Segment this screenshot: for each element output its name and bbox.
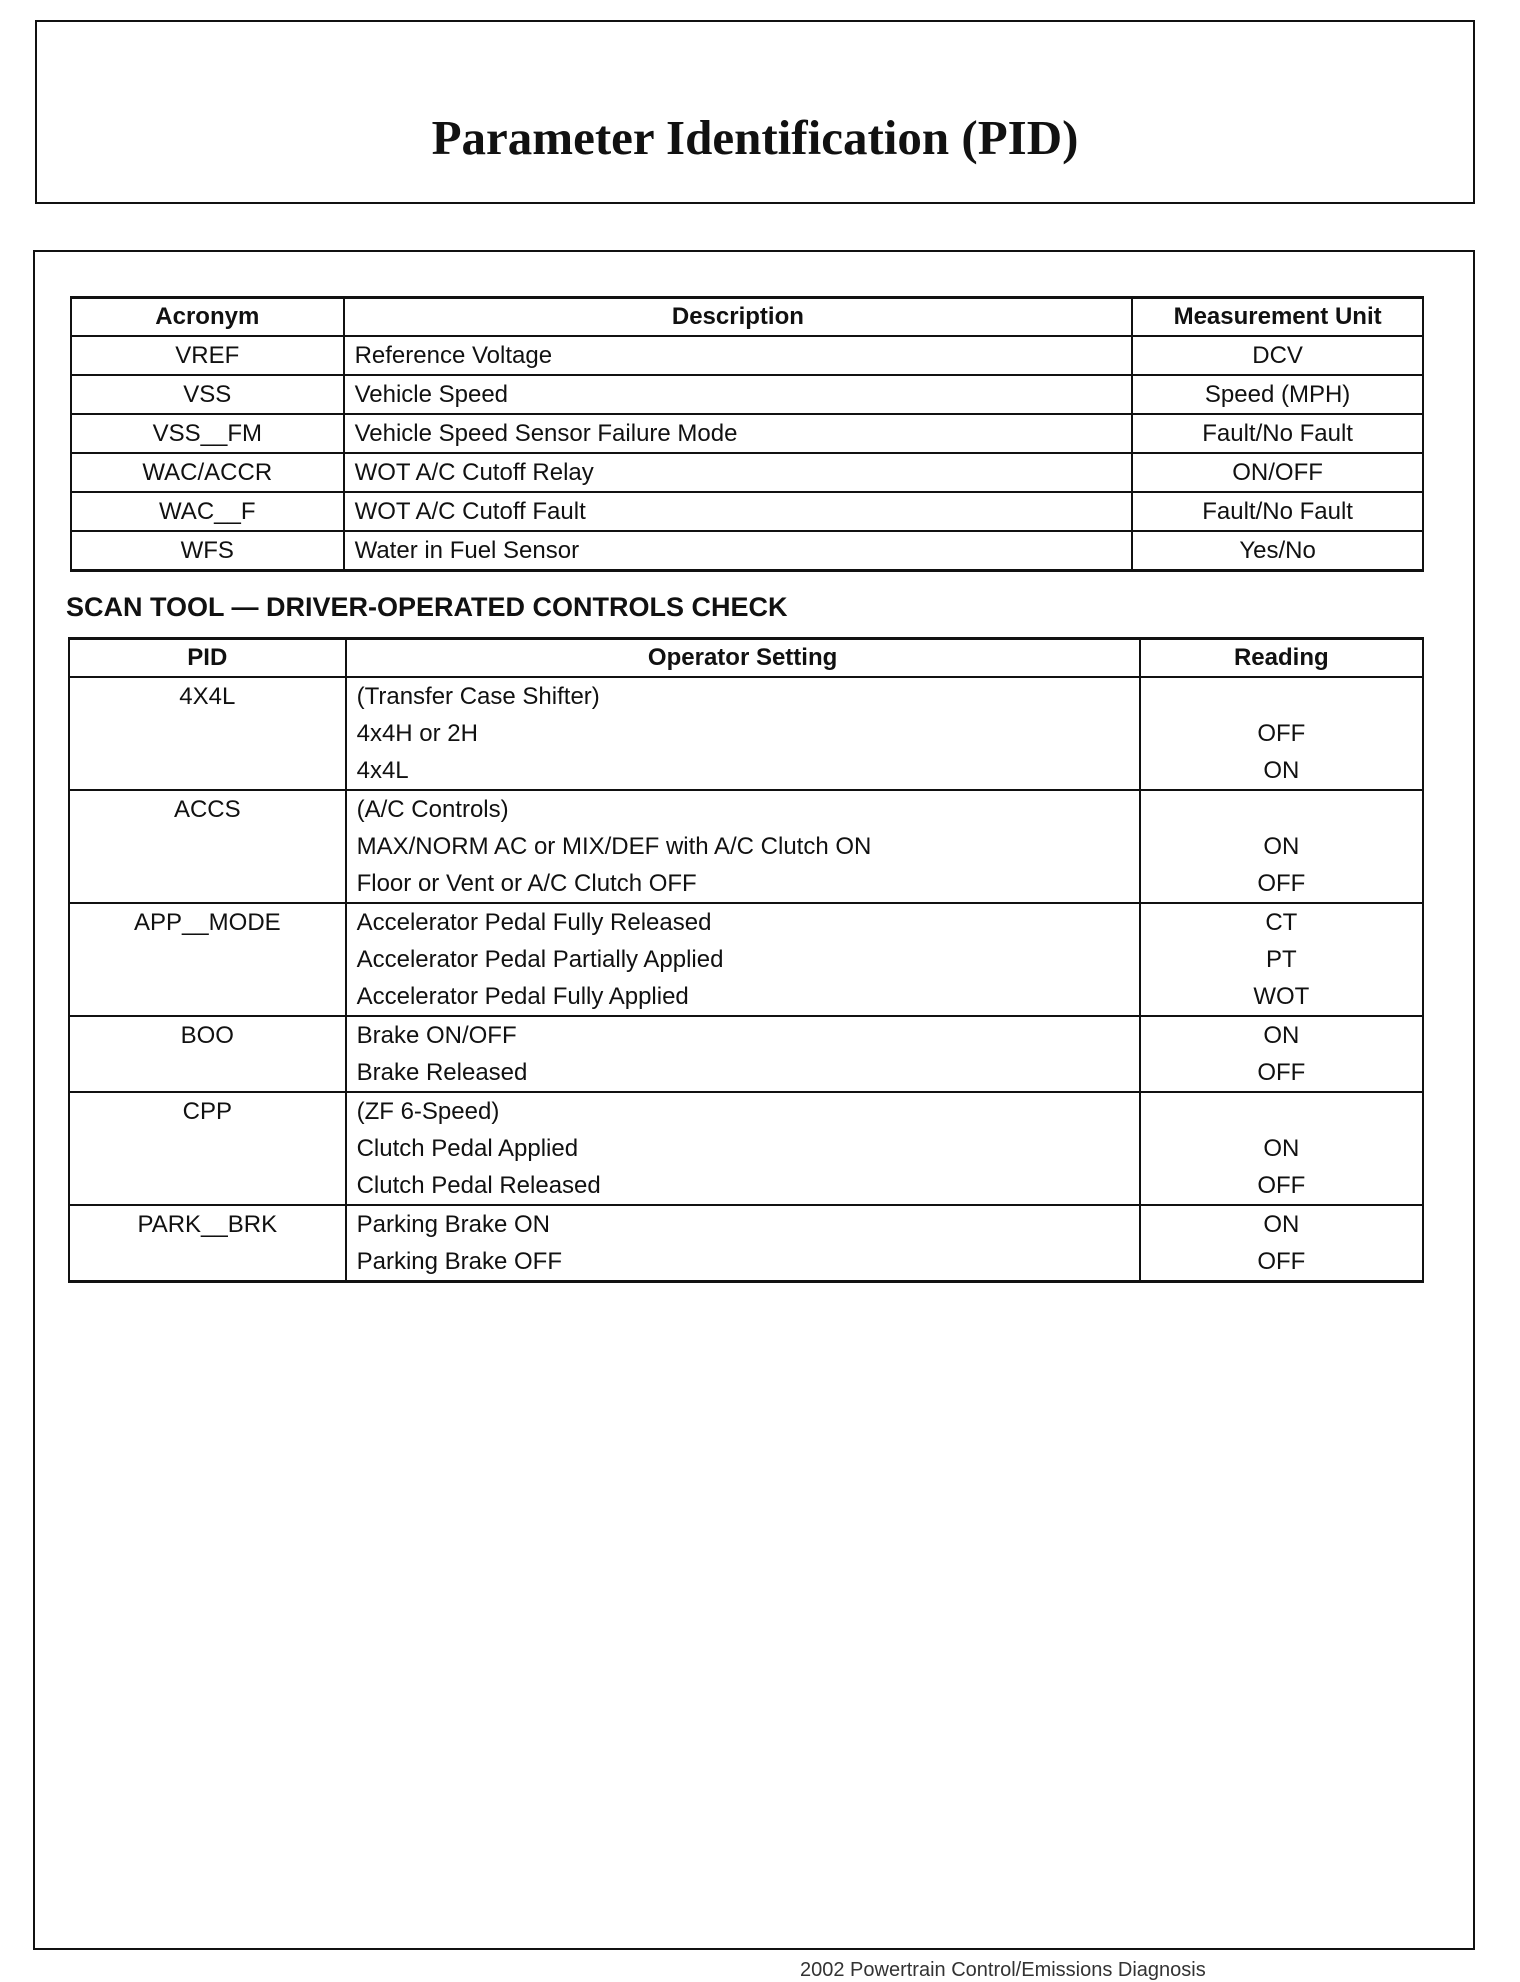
unit-cell: ON/OFF [1132,453,1423,492]
column-header-pid: PID [69,639,346,678]
unit-cell: Speed (MPH) [1132,375,1423,414]
acronym-cell: WFS [71,531,344,571]
reading-cell [1140,1092,1423,1130]
reading-cell: OFF [1140,865,1423,903]
pid-cell: CPP [69,1092,346,1130]
acronym-cell: WAC__F [71,492,344,531]
table-row [69,941,1423,978]
column-header-acronym: Acronym [71,298,344,337]
setting-cell: 4x4H or 2H [346,715,1140,752]
pid-cell: APP__MODE [69,903,346,941]
table-row [71,375,1423,414]
reading-cell: ON [1140,1205,1423,1243]
pid-cell: BOO [69,1016,346,1054]
pid-cell: 4X4L [69,677,346,715]
setting-cell: Clutch Pedal Released [346,1167,1140,1205]
table-row [69,978,1423,1016]
reading-cell: ON [1140,1130,1423,1167]
table-row [69,865,1423,903]
setting-cell: Accelerator Pedal Fully Released [346,903,1140,941]
reading-cell: WOT [1140,978,1423,1016]
setting-cell: (ZF 6-Speed) [346,1092,1140,1130]
setting-cell: Parking Brake OFF [346,1243,1140,1282]
reading-cell: OFF [1140,1054,1423,1092]
table-row [69,903,1423,941]
setting-cell: Accelerator Pedal Fully Applied [346,978,1140,1016]
pid-cell-empty [69,1243,346,1282]
setting-cell: (A/C Controls) [346,790,1140,828]
pid-table-header-row [71,298,1423,337]
table-row [69,1016,1423,1054]
setting-cell: (Transfer Case Shifter) [346,677,1140,715]
pid-cell: PARK__BRK [69,1205,346,1243]
table-row [69,790,1423,828]
acronym-cell: VREF [71,336,344,375]
acronym-cell: VSS [71,375,344,414]
reading-cell [1140,677,1423,715]
description-cell: Reference Voltage [344,336,1133,375]
table-row [69,1205,1423,1243]
table-row [69,1243,1423,1282]
reading-cell: PT [1140,941,1423,978]
pid-table [70,296,1424,572]
table-row [71,492,1423,531]
description-cell: Vehicle Speed Sensor Failure Mode [344,414,1133,453]
table-row [69,828,1423,865]
table-row [69,1092,1423,1130]
reading-cell: OFF [1140,715,1423,752]
table-row [69,677,1423,715]
reading-cell: ON [1140,752,1423,790]
setting-cell: Clutch Pedal Applied [346,1130,1140,1167]
column-header-description: Description [344,298,1133,337]
pid-cell-empty [69,828,346,865]
reading-cell: CT [1140,903,1423,941]
table-row [69,1167,1423,1205]
description-cell: Water in Fuel Sensor [344,531,1133,571]
reading-cell: ON [1140,828,1423,865]
table-row [69,715,1423,752]
pid-cell-empty [69,865,346,903]
table-row [71,414,1423,453]
reading-cell: OFF [1140,1167,1423,1205]
controls-table-header-row [69,639,1423,678]
description-cell: Vehicle Speed [344,375,1133,414]
pid-cell: ACCS [69,790,346,828]
reading-cell [1140,790,1423,828]
table-row [69,1130,1423,1167]
unit-cell: DCV [1132,336,1423,375]
pid-cell-empty [69,1167,346,1205]
title-box [35,20,1475,204]
unit-cell: Fault/No Fault [1132,414,1423,453]
pid-cell-empty [69,978,346,1016]
pid-cell-empty [69,1054,346,1092]
page-footer: 2002 Powertrain Control/Emissions Diagnosis [800,1959,1206,1981]
column-header-operator-setting: Operator Setting [346,639,1140,678]
reading-cell: ON [1140,1016,1423,1054]
table-row [71,453,1423,492]
pid-cell-empty [69,1130,346,1167]
setting-cell: Brake Released [346,1054,1140,1092]
reading-cell: OFF [1140,1243,1423,1282]
pid-cell-empty [69,715,346,752]
setting-cell: Brake ON/OFF [346,1016,1140,1054]
setting-cell: 4x4L [346,752,1140,790]
pid-cell-empty [69,752,346,790]
setting-cell: Floor or Vent or A/C Clutch OFF [346,865,1140,903]
page-title: Parameter Identification (PID) [431,110,1079,165]
column-header-measurement-unit: Measurement Unit [1132,298,1423,337]
table-row [69,1054,1423,1092]
setting-cell: Parking Brake ON [346,1205,1140,1243]
table-row [71,336,1423,375]
controls-table [68,637,1424,1283]
description-cell: WOT A/C Cutoff Fault [344,492,1133,531]
section-heading: SCAN TOOL — DRIVER-OPERATED CONTROLS CHECK [66,592,788,622]
table-row [71,531,1423,571]
description-cell: WOT A/C Cutoff Relay [344,453,1133,492]
column-header-reading: Reading [1140,639,1423,678]
unit-cell: Yes/No [1132,531,1423,571]
table-row [69,752,1423,790]
setting-cell: MAX/NORM AC or MIX/DEF with A/C Clutch ON [346,828,1140,865]
unit-cell: Fault/No Fault [1132,492,1423,531]
acronym-cell: VSS__FM [71,414,344,453]
acronym-cell: WAC/ACCR [71,453,344,492]
pid-cell-empty [69,941,346,978]
setting-cell: Accelerator Pedal Partially Applied [346,941,1140,978]
